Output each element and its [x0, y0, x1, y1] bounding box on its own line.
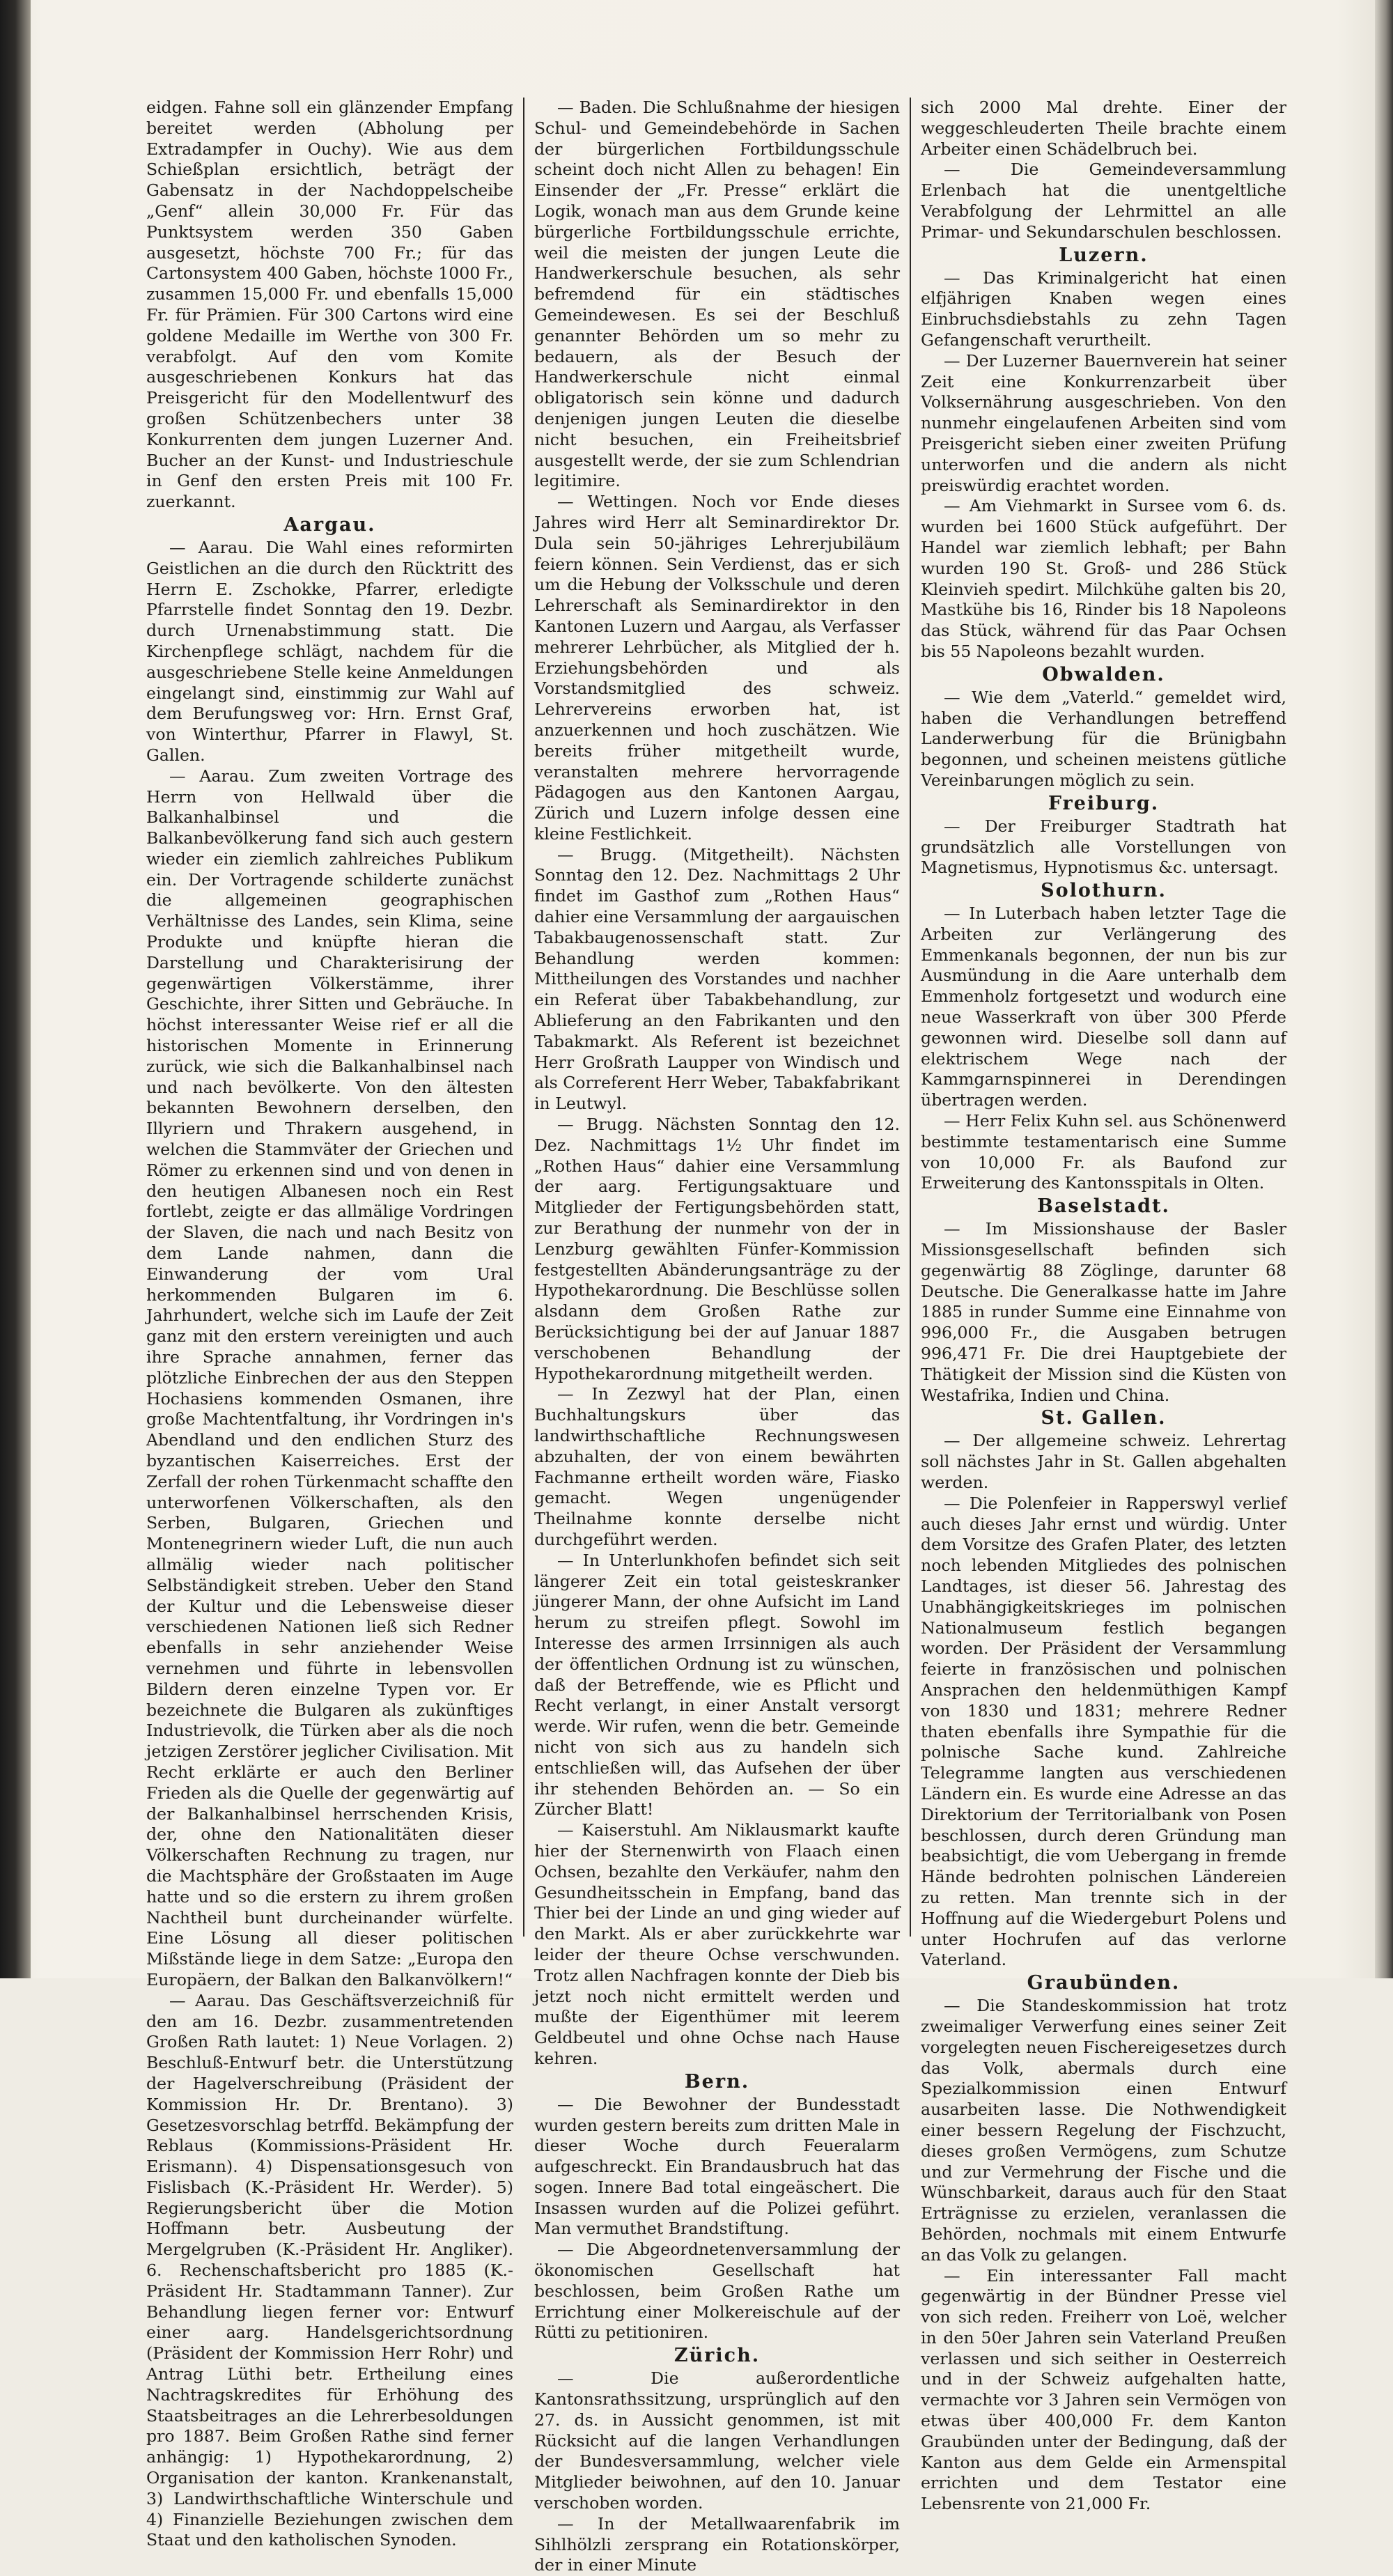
section-heading: Obwalden.: [1042, 663, 1165, 685]
article-paragraph: — Ein interessanter Fall macht gegenwärtig in der Bündner Presse viel von sich reden. Freiherr von Loë, welcher in den 50er Jahren sein Vaterland Preußen verlassen und sich seither in Oesterreich und in der Schweiz aufgehalten hatte, vermachte vor 3 Jahren sein Vermögen von etwas über 400,000 Fr. dem Kanton Graubünden unter der Bedingung, daß der Kanton aus dem Gelde ein Armenspital errichten und dem Testator eine Lebensrente von 21,000 Fr.: [921, 2265, 1286, 2514]
column-1: [137, 98, 523, 2550]
article-paragraph: — Die außerordentliche Kantonsrathssitzung, ursprünglich auf den 27. ds. in Aussicht genommen, ist mit Rücksicht auf die langen Verhandlungen der Bundesversammlung, welcher viele Mitglieder beiwohnen, auf den 10. Januar verschoben worden.: [534, 2368, 900, 2513]
article-paragraph: — Der allgemeine schweiz. Lehrertag soll nächstes Jahr in St. Gallen abgehalten werden.: [921, 1431, 1286, 1493]
column-2: [523, 98, 910, 2575]
section-heading: Luzern.: [1059, 244, 1149, 266]
article-paragraph: — Im Missionshause der Basler Missionsgesellschaft befinden sich gegenwärtig 88 Zöglinge, darunter 68 Deutsche. Die Generalkasse hatte im Jahre 1885 in runder Summe eine Einnahme von 996,000 Fr., die Ausgaben betrugen 996,471 Fr. Die drei Hauptgebiete der Thätigkeit der Mission sind die Küsten von Westafrika, Indien und China.: [921, 1219, 1286, 1405]
article-paragraph: — Baden. Die Schlußnahme der hiesigen Schul- und Gemeindebehörde in Sachen der bürgerlichen Fortbildungsschule scheint doch nicht Allen zu behagen! Ein Einsender der „Fr. Presse“ erklärt die Logik, wonach man aus dem Grunde keine bürgerliche Fortbildungsschule errichte, weil die meisten der jungen Leute die Handwerkerschule besuchen, als sehr befremdend für ein städtisches Gemeindewesen. Es sei der Beschluß genannter Behörden um so mehr zu bedauern, als der Besuch der Handwerkerschule nicht einmal obligatorisch sein könne und dadurch denjenigen jungen Leuten die dieselbe nicht besuchen, ein Freiheitsbrief ausgestellt werde, der sie zum Schlendrian legitimire.: [534, 98, 900, 491]
article-paragraph: — Brugg. Nächsten Sonntag den 12. Dez. Nachmittags 1½ Uhr findet im „Rothen Haus“ dahier eine Versammlung der aarg. Fertigungsaktuare und Mitglieder der Fertigungsbehörden statt, zur Berathung der nunmehr von der in Lenzburg gewählten Fünfer-Kommission festgestellten Abänderungsanträge zu der Hypothekarordnung. Die Beschlüsse sollen alsdann dem Großen Rathe zur Berücksichtigung bei der auf Januar 1887 verschobenen Behandlung der Hypothekarordnung mitgetheilt werden.: [534, 1115, 900, 1383]
section-heading: Zürich.: [674, 2345, 761, 2367]
page-binding-shadow: [0, 0, 31, 1978]
article-paragraph: — In Unterlunkhofen befindet sich seit längerer Zeit ein total geisteskranker jüngerer Mann, der ohne Aufsicht im Land herum zu streifen pflegt. Sowohl im Interesse des armen Irrsinnigen als auch der öffentlichen Ordnung ist zu wünschen, daß der Betreffende, wie es Pflicht und Recht verlangt, in einer Anstalt versorgt werde. Wir rufen, wenn die betr. Gemeinde nicht von sich aus zu handeln sich entschließen will, das Aufsehen der über ihr stehenden Behörden an. — So ein Zürcher Blatt!: [534, 1550, 900, 1820]
section-heading: Graubünden.: [1027, 1972, 1181, 1994]
article-paragraph: — Aarau. Zum zweiten Vortrage des Herrn von Hellwald über die Balkanhalbinsel und die Balkanbevölkerung fand sich auch gestern wieder ein ziemlich zahlreiches Publikum ein. Der Vortragende schilderte zunächst die allgemeinen geographischen Verhältnisse des Landes, sein Klima, seine Produkte und knüpfte hieran die Darstellung und Charakterisirung der gegenwärtigen Völkerstämme, ihrer Geschichte, ihrer Sitten und Gebräuche. In höchst interessanter Weise rief er all die historischen Momente in Erinnerung zurück, wie sich die Balkanhalbinsel nach und nach bevölkerte. Von den ältesten bekannten Bewohnern derselben, den Illyriern und Thrakern ausgehend, in welchen die Stammväter der Griechen und Römer zu erkennen sind und von denen in den heutigen Albanesen noch ein Rest fortlebt, zeigte er das allmälige Vordringen der Slaven, die nach und nach Besitz von dem Lande nahmen, dann die Einwanderung der vom Ural herkommenden Bulgaren im 6. Jahrhundert, welche sich im Laufe der Zeit ganz mit den erstern vereinigten und auch ihre Sprache annahmen, ferner das plötzliche Einbrechen der aus den Steppen Hochasiens kommenden Osmanen, ihre große Machtentfaltung, ihr Vordringen in's Abendland und den endlichen Sturz des byzantischen Kaiserreiches. Erst der Zerfall der rohen Türkenmacht schaffte den unterworfenen Völkerschaften, als den Serben, Bulgaren, Griechen und Montenegrinern wieder Luft, die nun auch allmälig wieder nach politischer Selbständigkeit streben. Ueber den Stand der Kultur und die Lebensweise dieser verschiedenen Nationen ließ sich Redner ebenfalls in sehr anziehender Weise vernehmen und führte in lebensvollen Bildern deren einzelne Typen vor. Er bezeichnete die Bulgaren als zukünftiges Industrievolk, die Türken aber als die noch jetzigen Zerstörer jeglicher Civilisation. Mit Recht erklärte er auch den Berliner Frieden als die Quelle der gegenwärtig auf der Balkanhalbinsel herrschenden Krisis, der, ohne den Nationalitäten dieser Völkerschaften Rechnung zu tragen, nur die Machtsphäre der Großstaaten im Auge hatte und so die erstern zu ihrem großen Nachtheil bunt durcheinander würfelte. Eine Lösung all dieser politischen Mißstände liege in dem Satze: „Europa den Europäern, der Balkan den Balkanvölkern!“: [146, 766, 513, 1989]
article-paragraph: — Brugg. (Mitgetheilt). Nächsten Sonntag den 12. Dez. Nachmittags 2 Uhr findet im Gasthof zum „Rothen Haus“ dahier eine Versammlung der aargauischen Tabakbaugenossenschaft statt. Zur Behandlung werden kommen: Mittheilungen des Vorstandes und nachher ein Referat über Tabakbehandlung, zur Ablieferung an den Fabrikanten und den Tabakmarkt. Als Referent ist bezeichnet Herr Großrath Laupper von Windisch und als Correferent Herr Weber, Tabakfabrikant in Leutwyl.: [534, 844, 900, 1114]
section-heading: Baselstadt.: [1037, 1195, 1170, 1218]
article-paragraph: — Die Standeskommission hat trotz zweimaliger Verwerfung eines seiner Zeit vorgelegten neuen Fischereigesetzes durch das Volk, abermals durch eine Spezialkommission einen Entwurf ausarbeiten lasse. Die Nothwendigkeit einer bessern Regelung der Fischzucht, dieses großen Vermögens, zum Schutze und zur Vermehrung der Fische und die Wünschbarkeit, daraus auch für den Staat Erträgnisse zu erzielen, veranlassen die Behörden, nochmals mit einem Entwurfe an das Volk zu gelangen.: [921, 1996, 1286, 2265]
article-paragraph: — Der Luzerner Bauernverein hat seiner Zeit eine Konkurrenzarbeit über Volksernährung ausgeschrieben. Von den nunmehr eingelaufenen Arbeiten sind vom Preisgericht sieben einer zweiten Prüfung unterworfen und die andern als nicht preiswürdig erachtet worden.: [921, 350, 1286, 495]
article-paragraph: — Die Bewohner der Bundesstadt wurden gestern bereits zum dritten Male in dieser Woche durch Feueralarm aufgeschreckt. Ein Brandausbruch hat das sogen. Innere Bad total eingeäschert. Die Insassen wurden auf die Polizei geführt. Man vermuthet Brandstiftung.: [534, 2094, 900, 2239]
page-edge-shadow: [1375, 0, 1393, 1978]
article-paragraph: — Der Freiburger Stadtrath hat grundsätzlich alle Vorstellungen von Magnetismus, Hypnotismus &c. untersagt.: [921, 816, 1286, 878]
section-heading: St. Gallen.: [1041, 1407, 1167, 1429]
article-paragraph: — Kaiserstuhl. Am Niklausmarkt kaufte hier der Sternenwirth von Flaach einen Ochsen, bezahlte den Verkäufer, nahm den Gesundheitsschein in Empfang, band das Thier bei der Linde an und ging wieder auf den Markt. Als er aber zurückkehrte war leider der theure Ochse verschwunden. Trotz allen Nachfragen konnte der Dieb bis jetzt noch nicht ermittelt werden und mußte der Eigenthümer mit leerem Geldbeutel und ohne Ochse nach Hause kehren.: [534, 1820, 900, 2068]
section-heading: Solothurn.: [1041, 880, 1167, 902]
text-columns: [137, 98, 1296, 2575]
article-paragraph: — Die Gemeindeversammlung Erlenbach hat die unentgeltliche Verabfolgung der Lehrmittel an alle Primar- und Sekundarschulen beschlossen.: [921, 160, 1286, 242]
article-paragraph: — Am Viehmarkt in Sursee vom 6. ds. wurden bei 1600 Stück aufgeführt. Der Handel war ziemlich lebhaft; per Bahn wurden 190 St. Groß- und 286 Stück Kleinvieh spedirt. Milchkühe galten bis 20, Mastkühe bis 16, Rinder bis 18 Napoleons das Stück, während für das Paar Ochsen bis 55 Napoleons bezahlt wurden.: [921, 496, 1286, 661]
article-paragraph: — Aarau. Das Geschäftsverzeichniß für den am 16. Dezbr. zusammentretenden Großen Rath lautet: 1) Neue Vorlagen. 2) Beschluß-Entwurf betr. die Unterstützung der Hagelverschreibung (Präsident der Kommission Hr. Dr. Brentano). 3) Gesetzesvorschlag betrffd. Bekämpfung der Reblaus (Kommissions-Präsident Hr. Erismann). 4) Dispensationsgesuch von Fislisbach (K.-Präsident Hr. Werder). 5) Regierungsbericht über die Motion Hoffmann betr. Ausbeutung der Mergelgruben (K.-Präsident Hr. Angliker). 6. Rechenschaftsbericht pro 1885 (K.-Präsident Hr. Stadtammann Tanner). Zur Behandlung liegen ferner vor: Entwurf einer aarg. Handelsgerichtsordnung (Präsident der Kommission Herr Rohr) und Antrag Lüthi betr. Ertheilung eines Nachtragskredites für Erhöhung des Staatsbeitrages an die Lehrerbesoldungen pro 1887. Beim Großen Rathe sind ferner anhängig: 1) Hypothekarordnung, 2) Organisation der kanton. Krankenanstalt, 3) Landwirthschaftliche Winterschule und 4) Finanzielle Beziehungen zwischen dem Staat und den katholischen Synoden.: [146, 1990, 513, 2550]
article-paragraph: — Die Polenfeier in Rapperswyl verlief auch dieses Jahr ernst und würdig. Unter dem Vorsitze des Grafen Plater, des letzten noch lebenden Mitgliedes des polnischen Landtages, ist dieser 56. Jahrestag des Unabhängigkeitskrieges im polnischen Nationalmuseum festlich begangen worden. Der Präsident der Versammlung feierte in französischen und polnischen Ansprachen den heldenmüthigen Kampf von 1830 und 1831; mehrere Redner thaten ebenfalls ihre Sympathie für die polnische Sache kund. Zahlreiche Telegramme langten aus verschiedenen Ländern ein. Es wurde eine Adresse an das Direktorium der Territorialbank von Posen beschlossen, durch deren Gründung man beabsichtigt, die vom Uebergang in fremde Hände bedrohten polnischen Ländereien zu retten. Man trennte sich in der Hoffnung auf die Wiedergeburt Polens und unter Hochrufen auf das verlorne Vaterland.: [921, 1493, 1286, 1970]
article-paragraph: — Wettingen. Noch vor Ende dieses Jahres wird Herr alt Seminardirektor Dr. Dula sein 50-jähriges Lehrerjubiläum feiern können. Sein Verdienst, das er sich um die Hebung der Volksschule und deren Lehrerschaft als Seminardirektor in den Kantonen Luzern und Aargau, als Verfasser mehrerer Lehrbücher, als Mitglied der h. Erziehungsbehörden und als Vorstandsmitglied des schweiz. Lehrervereins erworben hat, ist anzuerkennen und hoch zuschätzen. Wie bereits früher mitgetheilt wurde, veranstalten mehrere hervorragende Pädagogen aus den Kantonen Aargau, Zürich und Luzern infolge dessen eine kleine Festlichkeit.: [534, 492, 900, 844]
article-paragraph: — In der Metallwaarenfabrik im Sihlhölzli zersprang ein Rotationskörper, der in einer Minute: [534, 2513, 900, 2575]
article-paragraph: — Das Kriminalgericht hat einen elfjährigen Knaben wegen eines Einbruchsdiebstahls zu zehn Tagen Gefangenschaft verurtheilt.: [921, 267, 1286, 350]
section-heading: Aargau.: [283, 513, 376, 536]
column-3: [910, 98, 1296, 2514]
article-paragraph: — Herr Felix Kuhn sel. aus Schönenwerd bestimmte testamentarisch eine Summe von 10,000 Fr. als Baufond zur Erweiterung des Kantonsspitals in Olten.: [921, 1111, 1287, 1193]
article-paragraph: — In Luterbach haben letzter Tage die Arbeiten zur Verlängerung des Emmenkanals begonnen, der nun bis zur Ausmündung in die Aare unterhalb dem Emmenholz fortgesetzt und wodurch eine neue Wasserkraft von über 300 Pferde gewonnen wird. Dieselbe soll dann auf elektrischem Wege nach der Kammgarnspinnerei in Derendingen übertragen werden.: [921, 903, 1286, 1110]
article-paragraph: — Wie dem „Vaterld.“ gemeldet wird, haben die Verhandlungen betreffend Landerwerbung für die Brünigbahn begonnen, und scheinen meistens gütliche Vereinbarungen möglich zu sein.: [921, 687, 1286, 790]
article-paragraph: eidgen. Fahne soll ein glänzender Empfang bereitet werden (Abholung per Extradampfer in Ouchy). Wie aus dem Schießplan ersichtlich, beträgt der Gabensatz in der Nachdoppelscheibe „Genf“ allein 30,000 Fr. Für das Punktsystem werden 350 Gaben ausgesetzt, höchste 700 Fr.; für das Cartonsystem 400 Gaben, höchste 1000 Fr., zusammen 15,000 Fr. und ebenfalls 15,000 Fr. für Prämien. Für 300 Cartons wird eine goldene Medaille im Werthe von 300 Fr. verabfolgt. Auf den vom Komite ausgeschriebenen Konkurs hat das Preisgericht für den Modellentwurf des großen Schützenbechers unter 38 Konkurrenten dem jungen Luzerner And. Bucher an der Kunst- und Industrieschule in Genf den ersten Preis mit 100 Fr. zuerkannt.: [146, 98, 513, 512]
article-paragraph: — In Zezwyl hat der Plan, einen Buchhaltungskurs über das landwirthschaftliche Rechnungswesen abzuhalten, der von einem bewährten Fachmanne ertheilt worden wäre, Fiasko gemacht. Wegen ungenügender Theilnahme konnte derselbe nicht durchgeführt werden.: [534, 1384, 900, 1549]
article-paragraph: — Aarau. Die Wahl eines reformirten Geistlichen an die durch den Rücktritt des Herrn E. Zschokke, Pfarrer, erledigte Pfarrstelle findet Sonntag den 19. Dezbr. durch Urnenabstimmung statt. Die Kirchenpflege schlägt, nachdem für die ausgeschriebene Stelle keine Anmeldungen eingelangt sind, einstimmig zur Wahl auf dem Berufungsweg vor: Hrn. Ernst Graf, von Winterthur, Pfarrer in Flawyl, St. Gallen.: [146, 537, 513, 765]
article-paragraph: — Die Abgeordnetenversammlung der ökonomischen Gesellschaft hat beschlossen, beim Großen Rathe um Errichtung einer Molkereischule auf der Rütti zu petitioniren.: [534, 2240, 900, 2343]
section-heading: Freiburg.: [1048, 792, 1160, 814]
section-heading: Bern.: [684, 2070, 750, 2093]
article-paragraph: sich 2000 Mal drehte. Einer der weggeschleuderten Theile brachte einem Arbeiter einen Schädelbruch bei.: [921, 98, 1286, 159]
